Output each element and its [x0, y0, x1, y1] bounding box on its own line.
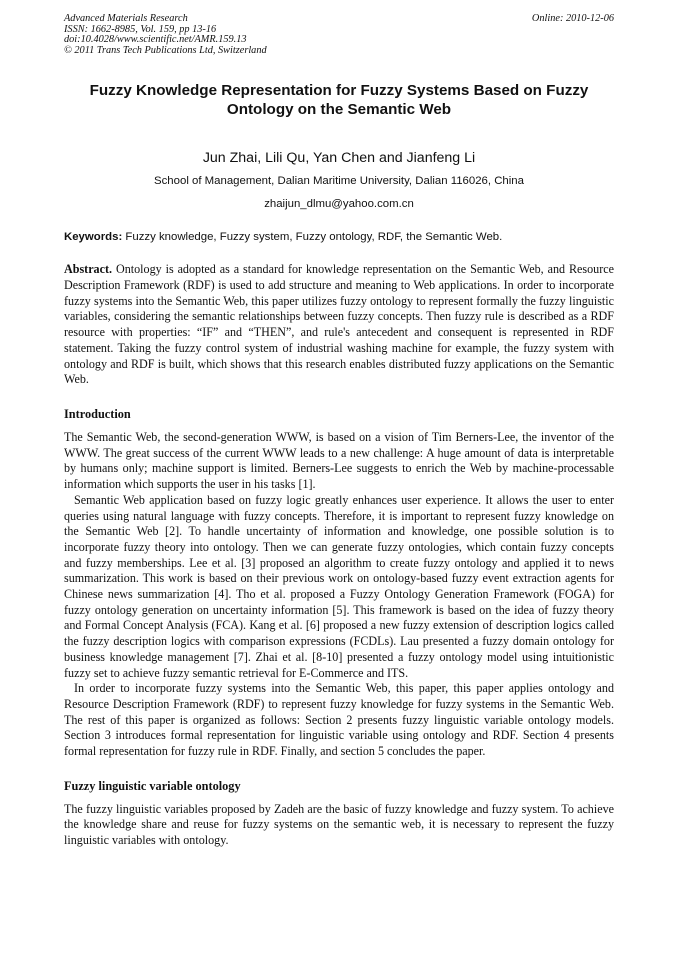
author-email: zhaijun_dlmu@yahoo.com.cn	[264, 198, 414, 211]
section-heading-fuzzy-linguistic-variable-ontology: Fuzzy linguistic variable ontology	[64, 778, 241, 793]
online-date: Online: 2010-12-06	[531, 13, 614, 24]
abstract-label: Abstract.	[64, 262, 113, 277]
section-heading-introduction: Introduction	[64, 407, 131, 421]
journal-name: Advanced Materials Research	[64, 13, 188, 24]
paper-title: Fuzzy Knowledge Representation for Fuzzy Systems Based on Fuzzy Ontology on the Semantic Web	[89, 82, 589, 119]
doi-line: doi:10.4028/www.scientific.net/AMR.159.13	[64, 34, 247, 46]
section2-paragraph-1: The fuzzy linguistic variables proposed by Zadeh are the basic of fuzzy knowledge and fuzzy system. To achieve the knowledge share and reuse for fuzzy systems on the semantic web, it is necessary to represent the fuzzy linguistic variables with ontology.	[64, 801, 614, 848]
intro-paragraph-3: In order to incorporate fuzzy systems into the Semantic Web, this paper, this paper applies ontology and Resource Description Framework (RDF) to represent fuzzy knowledge for fuzzy systems in the Semantic Web. The rest of this paper is organized as follows: Section 2 presents fuzzy linguistic variable ontology models. Section 3 introduces formal representation for linguistic variable using ontology and RDF. Section 4 presents formal representation for fuzzy rule in RDF. Finally, and section 5 concludes the paper.	[64, 681, 614, 759]
intro-paragraph-1: The Semantic Web, the second-generation WWW, is based on a vision of Tim Berners-Lee, the inventor of the WWW. The great success of the current WWW leads to a new challenge: A huge amount of data is interpretable by humans only; machine support is limited. Berners-Lee suggests to enrich the Web by machine-processable information which supports the user in his tasks [1].	[64, 430, 614, 492]
abstract	[64, 262, 614, 388]
keywords-text: Fuzzy knowledge, Fuzzy system, Fuzzy ontology, RDF, the Semantic Web.	[125, 231, 503, 244]
affiliation: School of Management, Dalian Maritime University, Dalian 116026, China	[154, 175, 524, 188]
intro-paragraph-2: Semantic Web application based on fuzzy logic greatly enhances user experience. It allows the user to enter queries using natural language with fuzzy concepts. Therefore, it is important to represent fuzzy knowledge on the Semantic Web [2]. To handle uncertainty of information and knowledge, one possible solution is to incorporate fuzzy theory into ontology. Then we can generate fuzzy ontologies, which contain fuzzy concepts and fuzzy memberships. Lee et al. [3] proposed an algorithm to create fuzzy ontology and applied it to news summarization. This work is based on their previous work on ontology-based fuzzy event extraction agents for Chinese news summarization [4]. Tho et al. proposed a Fuzzy Ontology Generation Framework (FOGA) for fuzzy ontology generation on uncertainty information [5]. This framework is based on the idea of fuzzy theory and Formal Concept Analysis (FCA). Kang et al. [6] proposed a new fuzzy extension of description logics called the fuzzy description logics with comparison expressions (FCDLs). Lau presented a fuzzy domain ontology for business knowledge management [7]. Zhai et al. [8-10] presented a fuzzy ontology model using intuitionistic fuzzy set to achieve fuzzy semantic retrieval for E-Commerce and ITS.	[64, 492, 614, 680]
keywords-label: Keywords:	[64, 231, 123, 244]
copyright-line: © 2011 Trans Tech Publications Ltd, Switzerland	[64, 44, 267, 56]
author-list: Jun Zhai, Lili Qu, Yan Chen and Jianfeng Li	[202, 150, 476, 167]
abstract-text: Ontology is adopted as a standard for knowledge representation on the Semantic Web, and Resource Description Framework (RDF) is used to add structure and meaning to Web applications. In order to incorporate fuzzy systems into the Semantic Web, this paper utilizes fuzzy ontology to represent formally the fuzzy linguistic variables, considering the semantic relationships between fuzzy concepts. Then fuzzy rule is described as a RDF resource with properties: “IF” and “THEN”, and rule's antecedent and consequent is represented in RDF statement. Taking the fuzzy control system of industrial washing machine for example, the fuzzy system with ontology and RDF is built, which shows that this research enables distributed fuzzy applications on the Semantic Web.	[64, 262, 614, 387]
journal-header	[64, 14, 614, 56]
issn-line: ISSN: 1662-8985, Vol. 159, pp 13-16	[64, 23, 217, 35]
keywords	[64, 230, 614, 244]
